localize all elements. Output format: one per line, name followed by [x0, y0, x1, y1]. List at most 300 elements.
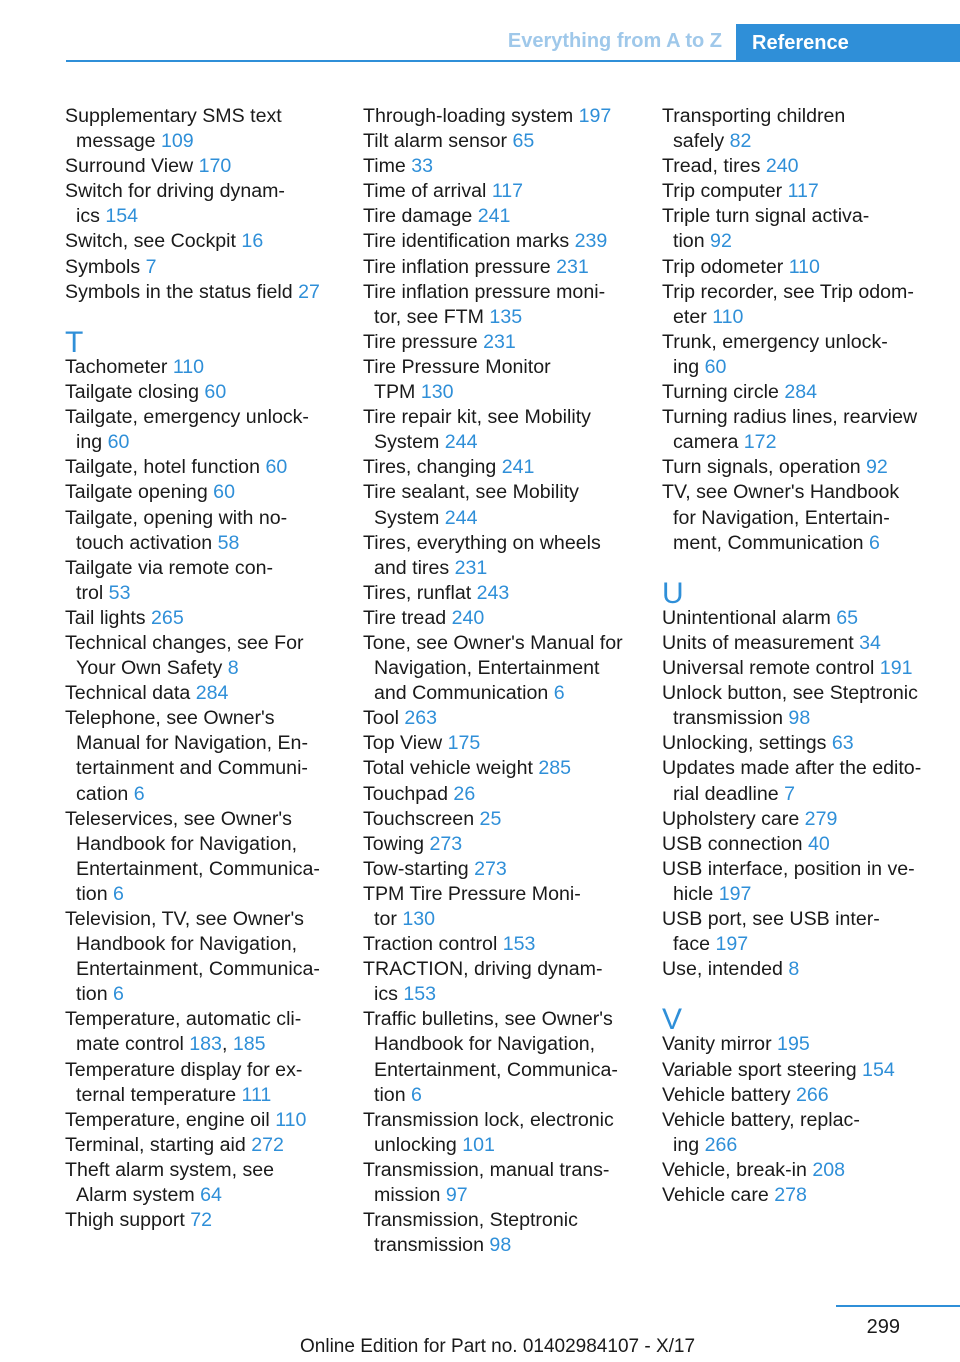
page-reference-link[interactable]: 130	[420, 381, 454, 404]
page-reference-link[interactable]: 6	[133, 782, 145, 805]
index-entry	[363, 1007, 645, 1107]
index-entry-text: Telephone, see Owner's	[65, 707, 275, 730]
index-entry-text: tor	[374, 908, 403, 930]
page-reference-link[interactable]: 231	[483, 330, 516, 353]
page-reference-link[interactable]: 40	[807, 832, 830, 855]
page-reference-link[interactable]: 263	[404, 707, 438, 730]
index-entry	[363, 756, 645, 781]
index-entry-text: Symbols in the status field	[65, 280, 299, 303]
index-entry	[363, 355, 645, 405]
page-reference-link[interactable]: 284	[195, 682, 229, 705]
index-entry	[65, 907, 347, 1007]
index-entry-text: mate control	[76, 1033, 190, 1056]
index-entry-text: Tire sealant, see Mobility	[363, 481, 579, 504]
index-entry-text: Handbook for Navigation,	[76, 832, 298, 855]
index-entry	[662, 280, 958, 330]
index-entry-text: Transmission, manual trans‐	[363, 1158, 610, 1181]
page-reference-link[interactable]: 6	[113, 882, 124, 905]
index-entry-text: ing	[76, 431, 108, 454]
page-reference-link[interactable]: 65	[836, 606, 859, 629]
index-entry-text: Transmission, Steptronic	[363, 1209, 578, 1232]
index-entry	[65, 706, 347, 806]
page-reference-link[interactable]: 154	[862, 1058, 895, 1081]
index-entry-text: Variable sport steering	[662, 1058, 863, 1081]
index-entry-text: Use, intended	[662, 958, 789, 981]
index-entry	[363, 581, 645, 606]
index-entry	[662, 1108, 958, 1158]
index-entry	[662, 857, 958, 907]
index-entry	[65, 1158, 347, 1208]
index-entry-text: touch activation	[76, 531, 218, 554]
index-entry-text: Tire damage	[363, 205, 478, 228]
page-reference-link[interactable]: 60	[107, 431, 130, 454]
index-entry-text: and Communication	[374, 682, 554, 705]
index-entry-text: Units of measurement	[662, 631, 860, 654]
index-entry	[363, 229, 645, 254]
index-entry	[662, 1058, 958, 1083]
index-entry	[363, 104, 645, 129]
page-reference-link[interactable]: 273	[429, 832, 463, 855]
index-entry	[363, 807, 645, 832]
index-entry	[65, 1108, 347, 1133]
index-entry	[363, 330, 645, 355]
page-reference-link[interactable]: 64	[200, 1184, 222, 1207]
index-entry-text: tion	[673, 230, 711, 253]
index-entry	[65, 104, 347, 154]
index-entry	[65, 405, 347, 455]
page-reference-link[interactable]: 60	[204, 381, 227, 404]
page-reference-link[interactable]: 197	[718, 882, 752, 905]
index-entry	[65, 480, 347, 505]
index-letter-heading: U	[662, 576, 684, 610]
page-reference-link[interactable]: 231	[556, 255, 589, 278]
page-reference-link[interactable]: 266	[795, 1083, 829, 1106]
index-entry-text: ment, Communication	[673, 531, 870, 554]
index-entry	[363, 255, 645, 280]
index-entry-text: tion	[76, 983, 114, 1006]
index-entry-text: Technical changes, see For	[65, 631, 304, 654]
page-reference-link[interactable]: 110	[712, 305, 744, 328]
index-entry-text: Tilt alarm sensor	[363, 130, 513, 153]
page-reference-link[interactable]: 266	[704, 1133, 738, 1156]
index-entry-text: Handbook for Navigation,	[374, 1033, 596, 1056]
index-entry	[363, 957, 645, 1007]
page-reference-link[interactable]: 109	[160, 130, 194, 153]
index-column-3	[662, 104, 958, 1208]
index-entry-text: Turning radius lines, rearview	[662, 406, 918, 429]
index-entry-text: for Navigation, Entertain‐	[673, 506, 890, 529]
page-reference-link[interactable]: 240	[765, 155, 799, 178]
page-reference-link[interactable]: 241	[501, 456, 535, 479]
page-reference-link[interactable]: 60	[704, 355, 727, 378]
index-letter-heading: V	[662, 1003, 683, 1037]
index-entry-text: Transporting children	[662, 105, 846, 127]
index-entry	[363, 179, 645, 204]
index-entry-text: Switch for driving dynam‐	[65, 180, 285, 203]
index-entry-text: Triple turn signal activa‐	[662, 205, 870, 228]
page-reference-link[interactable]: 197	[578, 105, 612, 127]
index-entry	[363, 455, 645, 480]
index-entry-text: TRACTION, driving dynam‐	[363, 958, 603, 981]
index-entry-text: Traction control	[363, 933, 503, 956]
index-entry	[65, 606, 347, 631]
page-reference-link[interactable]: 34	[859, 631, 881, 654]
index-entry-text: ternal temperature	[76, 1083, 242, 1106]
index-entry	[363, 405, 645, 455]
index-entry-text: Updates made after the edito‐	[662, 757, 922, 780]
index-entry	[662, 731, 958, 756]
index-entry-text: Tailgate closing	[65, 381, 205, 404]
index-entry-text: Temperature display for ex‐	[65, 1058, 303, 1081]
index-entry	[65, 355, 347, 380]
index-entry-text: Terminal, starting aid	[65, 1133, 252, 1156]
header-divider	[66, 60, 960, 62]
index-entry	[662, 179, 958, 204]
index-entry-text: Unlocking, settings	[662, 732, 832, 755]
index-entry-text: Entertainment, Communica‐	[76, 857, 320, 880]
page-reference-link[interactable]: 82	[729, 130, 752, 153]
index-entry-text: Tone, see Owner's Manual for	[363, 631, 623, 654]
page-reference-link[interactable]: 191	[879, 657, 913, 680]
page-reference-link[interactable]: 110	[172, 355, 205, 378]
index-entry	[363, 531, 645, 581]
index-entry-text: eter	[673, 305, 713, 328]
page-reference-link[interactable]: 8	[227, 657, 239, 680]
page-reference-link[interactable]: 243	[476, 581, 510, 604]
index-entry-text: Teleservices, see Owner's	[65, 807, 292, 830]
index-entry-text: Tires, changing	[363, 456, 502, 479]
page-reference-link[interactable]: 98	[489, 1234, 512, 1257]
index-entry-text: Time	[363, 155, 412, 178]
page-reference-link[interactable]: 33	[411, 155, 434, 178]
page-reference-link[interactable]: 208	[812, 1158, 846, 1181]
page-reference-link[interactable]: 197	[715, 933, 749, 956]
index-entry-text: Towing	[363, 832, 430, 855]
page-header	[0, 0, 960, 64]
index-entry-text: Tailgate, hotel function	[65, 456, 266, 479]
index-entry	[363, 832, 645, 857]
page-reference-link[interactable]: 273	[474, 857, 507, 880]
index-entry-text: Entertainment, Communica‐	[76, 958, 320, 981]
page-reference-link[interactable]: 278	[774, 1184, 807, 1207]
index-entry-text: Technical data	[65, 682, 196, 705]
index-entry-text: Tailgate via remote con‐	[65, 556, 274, 579]
index-entry-text: Tachometer	[65, 355, 173, 378]
index-entry-text: Upholstery care	[662, 807, 805, 830]
index-entry-text: USB port, see USB inter‐	[662, 908, 880, 930]
index-entry-text: Vehicle care	[662, 1184, 775, 1207]
index-entry	[662, 681, 958, 731]
page-reference-link[interactable]: 117	[491, 180, 524, 203]
page-reference-link[interactable]: 110	[788, 255, 820, 278]
page-reference-link[interactable]: 26	[453, 782, 476, 805]
index-entry-text: System	[374, 506, 445, 529]
index-entry-text: Touchscreen	[363, 807, 480, 830]
index-entry	[65, 506, 347, 556]
index-entry-text: Top View	[363, 732, 448, 755]
index-entry	[363, 706, 645, 731]
index-entry	[662, 455, 958, 480]
page-reference-link[interactable]: 92	[710, 230, 732, 253]
index-entry-text: Switch, see Cockpit	[65, 230, 242, 253]
index-entry	[65, 179, 347, 229]
page-reference-link[interactable]: 231	[454, 556, 488, 579]
index-entry-text: transmission	[374, 1234, 490, 1257]
index-entry-text: Tow-starting	[363, 857, 475, 880]
page-reference-link[interactable]: 172	[743, 431, 777, 454]
index-entry-text: Your Own Safety	[76, 657, 228, 680]
page-reference-link[interactable]: 60	[213, 481, 235, 504]
index-entry-text: Handbook for Navigation,	[76, 933, 298, 956]
index-entry	[662, 957, 958, 982]
index-entry-text: hicle	[673, 882, 719, 905]
index-entry-text: Trip recorder, see Trip odom‐	[662, 280, 914, 303]
index-entry-text: TV, see Owner's Handbook	[662, 481, 900, 504]
page-reference-link[interactable]: 153	[502, 933, 536, 956]
index-entry-text: Tire repair kit, see Mobility	[363, 406, 591, 429]
index-entry	[662, 606, 958, 631]
page-ref-separator: ,	[221, 1033, 233, 1056]
index-entry-text: Surround View	[65, 155, 199, 178]
page-reference-link[interactable]: 239	[574, 230, 608, 253]
index-entry	[662, 1083, 958, 1108]
page-reference-link[interactable]: 6	[411, 1083, 422, 1106]
index-entry-text: Navigation, Entertainment	[374, 657, 600, 680]
index-entry-text: Trip odometer	[662, 255, 789, 278]
index-entry-text: Trip computer	[662, 180, 788, 203]
page-reference-link[interactable]: 7	[145, 255, 157, 278]
index-entry-text: Tires, everything on wheels	[363, 531, 601, 554]
index-entry-text: Tire tread	[363, 606, 452, 629]
index-entry	[363, 129, 645, 154]
index-entry	[363, 782, 645, 807]
index-entry-text: Unlock button, see Steptronic	[662, 682, 918, 705]
page-reference-link[interactable]: 97	[445, 1184, 468, 1207]
index-entry	[662, 807, 958, 832]
page-reference-link[interactable]: 72	[190, 1209, 213, 1232]
page-reference-link[interactable]: 111	[241, 1083, 272, 1106]
index-entry	[662, 204, 958, 254]
page-number: 299	[866, 1316, 900, 1338]
index-entry-text: Turning circle	[662, 381, 785, 404]
index-entry-text: Touchpad	[363, 782, 454, 805]
index-entry	[363, 606, 645, 631]
index-entry	[662, 154, 958, 179]
index-entry-text: ing	[673, 355, 705, 378]
page-reference-link[interactable]: 265	[151, 606, 184, 629]
index-entry-text: ing	[673, 1133, 705, 1156]
index-entry	[363, 1108, 645, 1158]
index-entry-text: mission	[374, 1184, 446, 1207]
footer-divider	[836, 1305, 960, 1307]
index-entry-text: Alarm system	[76, 1184, 201, 1207]
index-entry-text: Tires, runflat	[363, 581, 477, 604]
page-reference-link[interactable]: 284	[784, 381, 818, 404]
index-entry	[65, 455, 347, 480]
index-entry-text: tion	[76, 882, 114, 905]
index-entry	[363, 1208, 645, 1258]
page-reference-link[interactable]: 153	[403, 983, 437, 1006]
edition-note: Online Edition for Part no. 01402984107 - X/17	[300, 1336, 696, 1357]
index-entry	[363, 932, 645, 957]
page-reference-link[interactable]: 6	[553, 682, 565, 705]
index-entry-text: Tail lights	[65, 606, 152, 629]
index-entry	[363, 631, 645, 706]
page-reference-link[interactable]: 285	[538, 757, 572, 780]
page-reference-link[interactable]: 185	[232, 1033, 266, 1056]
page-reference-link[interactable]: 8	[788, 958, 800, 981]
index-entry	[65, 681, 347, 706]
page-reference-link[interactable]: 6	[869, 531, 880, 554]
index-entry-text: TPM	[374, 381, 421, 404]
index-entry-text: Vehicle, break-in	[662, 1158, 813, 1181]
index-entry	[363, 480, 645, 530]
index-entry-text: Tailgate opening	[65, 481, 214, 504]
index-entry-text: Tire Pressure Monitor	[363, 355, 551, 378]
index-entry-text: Vehicle battery, replac‐	[662, 1108, 860, 1131]
page-reference-link[interactable]: 16	[241, 230, 264, 253]
index-entry	[662, 907, 958, 957]
index-entry-text: Tire inflation pressure	[363, 255, 557, 278]
index-entry-text: Tire inflation pressure moni‐	[363, 280, 606, 303]
index-entry-text: ics	[76, 205, 106, 228]
page-reference-link[interactable]: 65	[512, 130, 535, 153]
index-entry-text: ics	[374, 983, 404, 1006]
index-entry-text: cation	[76, 782, 134, 805]
index-entry	[65, 154, 347, 179]
index-entry	[662, 832, 958, 857]
index-entry-text: Tread, tires	[662, 155, 766, 178]
index-entry-text: Thigh support	[65, 1209, 191, 1232]
index-entry-text: camera	[673, 431, 744, 454]
index-entry-text: face	[673, 933, 716, 956]
page-reference-link[interactable]: 98	[788, 707, 811, 730]
page-reference-link[interactable]: 170	[198, 155, 232, 178]
index-entry-text: Supplementary SMS text	[65, 105, 282, 127]
index-entry-text: Manual for Navigation, En‐	[76, 732, 308, 755]
page-reference-link[interactable]: 279	[804, 807, 838, 830]
index-entry	[65, 631, 347, 681]
index-entry-text: Vanity mirror	[662, 1033, 778, 1056]
index-entry-text: Tire identification marks	[363, 230, 575, 253]
index-entry-text: Tailgate, opening with no-	[65, 506, 288, 529]
page-reference-link[interactable]: 101	[462, 1133, 495, 1156]
page-reference-link[interactable]: 63	[831, 732, 854, 755]
index-entry-text: System	[374, 431, 445, 454]
page-reference-link[interactable]: 27	[298, 280, 320, 303]
index-entry-text: rial deadline	[673, 782, 785, 805]
page-reference-link[interactable]: 244	[444, 506, 478, 529]
page-reference-link[interactable]: 53	[108, 581, 131, 604]
page-reference-link[interactable]: 240	[451, 606, 485, 629]
index-entry	[662, 480, 958, 555]
index-entry-text: USB connection	[662, 832, 808, 855]
index-entry-text: tion	[374, 1083, 412, 1106]
index-entry	[662, 380, 958, 405]
index-entry-text: unlocking	[374, 1133, 463, 1156]
index-entry-text: Through-loading system	[363, 105, 579, 127]
page-reference-link[interactable]: 58	[217, 531, 240, 554]
page-reference-link[interactable]: 135	[489, 305, 523, 328]
index-entry	[65, 1208, 347, 1233]
index-entry	[65, 1133, 347, 1158]
index-entry-text: TPM Tire Pressure Moni‐	[363, 882, 581, 905]
index-entry-text: safely	[673, 130, 730, 153]
index-entry	[65, 380, 347, 405]
index-entry-text: Total vehicle weight	[363, 757, 539, 780]
index-letter-heading: T	[65, 325, 84, 359]
index-entry-text: Temperature, engine oil	[65, 1108, 276, 1131]
page-reference-link[interactable]: 7	[784, 782, 796, 805]
index-entry	[662, 104, 958, 154]
index-entry	[65, 229, 347, 254]
index-entry-text: Entertainment, Communica‐	[374, 1058, 618, 1081]
page-reference-link[interactable]: 183	[189, 1033, 222, 1056]
page-reference-link[interactable]: 154	[105, 205, 139, 228]
page-reference-link[interactable]: 60	[265, 456, 288, 479]
index-entry	[363, 204, 645, 229]
index-entry-text: Traffic bulletins, see Owner's	[363, 1008, 613, 1031]
page-reference-link[interactable]: 92	[866, 456, 888, 479]
index-entry	[65, 807, 347, 907]
page-reference-link[interactable]: 6	[113, 983, 124, 1006]
index-entry-text: Temperature, automatic cli‐	[65, 1008, 302, 1031]
index-entry	[662, 255, 958, 280]
index-entry-text: Vehicle battery	[662, 1083, 796, 1106]
page-reference-link[interactable]: 241	[477, 205, 511, 228]
index-entry-text: Trunk, emergency unlock‐	[662, 330, 888, 353]
page-reference-link[interactable]: 195	[777, 1033, 810, 1056]
index-entry-text: Tool	[363, 707, 405, 730]
index-entry	[662, 405, 958, 455]
page-reference-link[interactable]: 175	[447, 732, 481, 755]
index-entry	[65, 255, 347, 280]
index-entry-text: Turn signals, operation	[662, 456, 867, 479]
index-entry	[662, 330, 958, 380]
index-entry-text: Tire pressure	[363, 330, 484, 353]
index-entry	[662, 756, 958, 806]
index-entry	[65, 1058, 347, 1108]
index-entry-text: tor, see FTM	[374, 305, 490, 328]
index-column-1	[65, 104, 347, 1233]
index-entry	[65, 556, 347, 606]
index-entry	[363, 280, 645, 330]
index-entry-text: Unintentional alarm	[662, 606, 837, 629]
index-entry-text: Time of arrival	[363, 180, 492, 203]
index-entry-text: Tailgate, emergency unlock‐	[65, 406, 309, 429]
index-entry	[363, 857, 645, 882]
index-entry-text: trol	[76, 581, 109, 604]
index-entry	[363, 154, 645, 179]
index-entry-text: USB interface, position in ve‐	[662, 857, 915, 880]
page-reference-link[interactable]: 272	[251, 1133, 284, 1156]
page-reference-link[interactable]: 117	[787, 180, 819, 203]
page-reference-link[interactable]: 25	[479, 807, 502, 830]
index-entry	[363, 882, 645, 932]
index-entry-text: Theft alarm system, see	[65, 1158, 275, 1181]
page-reference-link[interactable]: 110	[275, 1108, 307, 1131]
page-reference-link[interactable]: 130	[402, 908, 436, 930]
index-column-2	[363, 104, 645, 1258]
index-entry	[363, 731, 645, 756]
index-entry-text: message	[76, 130, 161, 153]
header-section-title: Everything from A to Z	[507, 30, 722, 52]
page-reference-link[interactable]: 244	[444, 431, 478, 454]
index-entry	[662, 1032, 958, 1057]
index-entry-text: Symbols	[65, 255, 146, 278]
index-entry	[662, 1158, 958, 1183]
index-entry-text: Universal remote control	[662, 657, 880, 680]
